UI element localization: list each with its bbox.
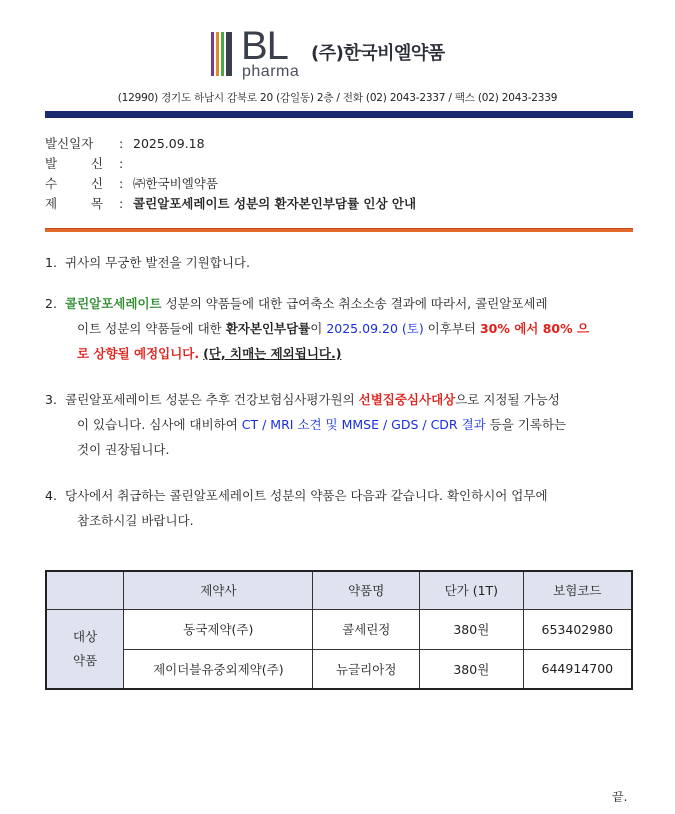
company-address: (12990) 경기도 하남시 감북로 20 (감일동) 2층 / 전화 (02) 2043-2337 / 팩스 (02) 2043-2339 — [117, 92, 558, 104]
paragraph-line: 당사에서 취급하는 콜린알포세레이트 성분의 약품은 다음과 같습니다. 확인하시어 업무에 — [65, 488, 548, 503]
sender-label-part: 발 — [45, 156, 58, 171]
column-header: 약품명 — [313, 571, 420, 609]
paragraph-2 — [45, 291, 635, 366]
meta-block — [45, 134, 416, 214]
dementia-exception: (단, 치매는 제외됩니다.) — [203, 346, 342, 361]
recipient-label-part: 수 — [45, 176, 58, 191]
meta-sender-row — [45, 154, 416, 174]
meta-divider — [45, 228, 633, 232]
meta-date-row — [45, 134, 416, 154]
insurance-code-cell: 644914700 — [523, 649, 632, 689]
meta-subject-row — [45, 194, 416, 214]
text-run: 콜린알포세레이트 성분은 추후 건강보험심사평가원의 — [65, 392, 359, 407]
table-corner — [46, 571, 124, 609]
text-run: 등을 기록하는 — [485, 417, 567, 432]
paragraph-line — [65, 387, 635, 412]
paragraph-number: 4. — [45, 488, 57, 503]
text-run: 이후부터 — [423, 321, 480, 336]
subject-value: 콜린알포세레이트 성분의 환자본인부담률 인상 안내 — [133, 196, 417, 211]
sender-label — [45, 154, 103, 174]
rate-change-cont: 로 상향될 예정입니다. — [77, 346, 200, 361]
paragraph-number: 2. — [45, 296, 57, 311]
company-logo — [211, 24, 631, 80]
logo-letters: BL — [241, 24, 288, 68]
unit-price-cell: 380원 — [420, 649, 524, 689]
text-run: 이 있습니다. 심사에 대비하여 — [77, 417, 242, 432]
paragraph-line — [65, 291, 635, 316]
recipient-label — [45, 174, 103, 194]
effective-date: 2025.09.20 (토) — [326, 321, 424, 336]
review-target: 선별집중심사대상 — [358, 392, 456, 407]
text-run: 으로 지정될 가능성 — [455, 392, 560, 407]
paragraph-text: 귀사의 무궁한 발전을 기원합니다. — [65, 255, 250, 270]
subject-label — [45, 194, 103, 214]
table-row — [46, 649, 632, 689]
row-group-label-line: 대상 — [73, 628, 98, 644]
insurance-code-cell: 653402980 — [523, 609, 632, 649]
paragraph-line — [65, 412, 635, 437]
header-divider — [45, 111, 633, 118]
paragraph-1 — [45, 250, 635, 275]
logo-subtext: pharma — [242, 63, 300, 80]
date-label: 발신일자 — [45, 136, 94, 151]
row-group-label-line: 약품 — [73, 652, 98, 668]
paragraph-4 — [45, 483, 635, 533]
product-table — [45, 570, 633, 690]
sender-label-part: 신 — [90, 156, 103, 171]
manufacturer-cell: 동국제약(주) — [124, 609, 313, 649]
paragraph-line: 참조하시길 바랍니다. — [77, 513, 194, 528]
table-row — [46, 609, 632, 649]
product-name-cell: 콜세린정 — [313, 609, 420, 649]
copay-term: 환자본인부담률 — [225, 321, 311, 336]
company-name: (주)한국비엘약품 — [311, 43, 445, 64]
rate-change: 30% 에서 80% 으 — [479, 321, 590, 336]
table-header-row — [46, 571, 632, 609]
colon: : — [119, 136, 124, 151]
end-mark: 끝. — [612, 790, 628, 804]
row-group-label — [46, 609, 124, 689]
paragraph-number: 1. — [45, 255, 57, 270]
paragraph-line: 것이 권장됩니다. — [77, 442, 170, 457]
colon: : — [119, 156, 124, 171]
test-records: CT / MRI 소견 및 MMSE / GDS / CDR 결과 — [241, 417, 486, 432]
text-run: 이트 성분의 약품들에 대한 — [77, 321, 226, 336]
column-header: 보험코드 — [523, 571, 632, 609]
text-run: 성분의 약품들에 대한 급여축소 취소소송 결과에 따라서, 콜린알포세레 — [161, 296, 548, 311]
paragraph-3 — [45, 387, 635, 462]
ingredient-highlight: 콜린알포세레이트 — [65, 296, 162, 311]
column-header: 단가 (1T) — [420, 571, 524, 609]
text-run: 이 — [310, 321, 327, 336]
recipient-label-part: 신 — [90, 176, 103, 191]
meta-recipient-row — [45, 174, 416, 194]
paragraph-line — [65, 341, 635, 366]
column-header: 제약사 — [124, 571, 313, 609]
subject-label-part: 제 — [45, 196, 58, 211]
colon: : — [119, 176, 124, 191]
recipient-value: ㈜한국비엘약품 — [133, 176, 218, 191]
manufacturer-cell: 제이더블유중외제약(주) — [124, 649, 313, 689]
unit-price-cell: 380원 — [420, 609, 524, 649]
subject-label-part: 목 — [90, 196, 103, 211]
date-value: 2025.09.18 — [133, 136, 205, 151]
paragraph-number: 3. — [45, 392, 57, 407]
logo-bars-icon — [211, 32, 237, 76]
paragraph-line — [65, 316, 635, 341]
colon: : — [119, 196, 124, 211]
product-name-cell: 뉴글리아정 — [313, 649, 420, 689]
